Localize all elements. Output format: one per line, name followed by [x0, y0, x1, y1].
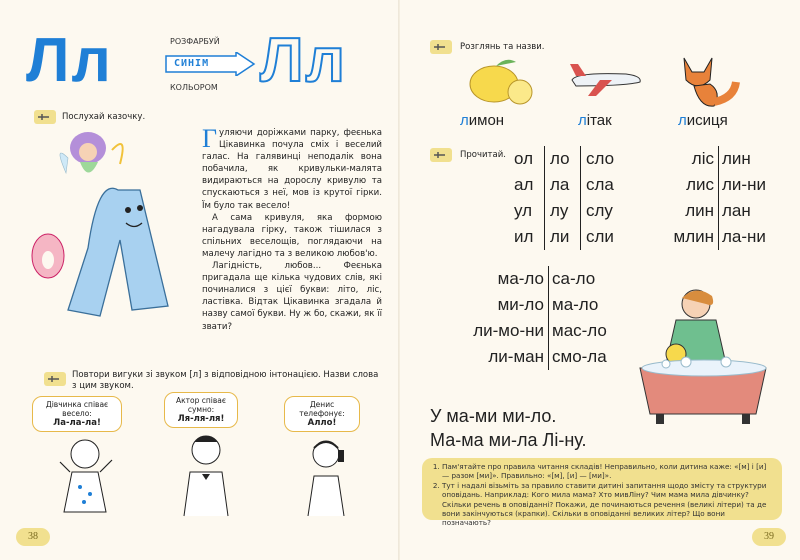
- speech-bubble-boy: [284, 396, 360, 432]
- syllable: ла-ни: [722, 227, 766, 246]
- syllable: ул: [514, 201, 533, 220]
- read-instruction: Прочитай.: [460, 150, 506, 160]
- color-word: СИНІМ: [174, 58, 210, 69]
- syllable-block-b: [656, 146, 786, 250]
- syllable: ил: [514, 227, 534, 246]
- syllable: сли: [586, 227, 614, 246]
- syllable: слу: [586, 201, 613, 220]
- syllable: ли: [550, 227, 570, 246]
- bubble-phrase: Алло!: [307, 418, 337, 428]
- syllable-column: [430, 266, 544, 370]
- syllable: лу: [550, 201, 569, 220]
- syllable: млин: [673, 227, 714, 246]
- column-divider: [580, 146, 581, 250]
- syllable: лис: [686, 175, 714, 194]
- bubble-caption: Денис телефонує:: [299, 400, 345, 418]
- color-instruction-bottom: КОЛЬОРОМ: [170, 83, 218, 92]
- story-paragraph-2: А сама кривуля, яка формою нагадувала гірку, також тішилася з спільних веселощів, поглядаючи на малечу лагідно та з великою любов'ю.: [202, 212, 382, 259]
- column-divider: [544, 146, 545, 250]
- syllable: ли-ни: [722, 175, 766, 194]
- look-instruction: Розглянь та назви.: [460, 42, 545, 52]
- sentence-1: У ма-ми ми-ло.: [430, 406, 557, 426]
- syllable-column: [552, 266, 607, 370]
- outline-letter-l[interactable]: Лл: [260, 26, 347, 95]
- syllable: ли-ман: [488, 347, 544, 366]
- story-paragraph-3: Лагідність, любов... Феєнька пригадала ще кілька чудових слів, які починалися з цієї букви: літо, ліс, ластівка. Відтак Цікавинка згадала й назву самої букви. Ну ж бо, скажи, як її звати?: [202, 261, 382, 332]
- big-letter-l: Лл: [26, 26, 113, 95]
- syllable: ло: [550, 149, 570, 168]
- syllable: ла: [550, 175, 570, 194]
- pointing-hand-icon: [34, 110, 56, 124]
- page-number-left: 38: [16, 528, 50, 546]
- syllable-column: [550, 146, 570, 250]
- story-text: [202, 124, 382, 333]
- bubble-caption: Актор співає сумно:: [175, 396, 226, 414]
- column-divider: [548, 266, 549, 370]
- syllable: мас-ло: [552, 321, 607, 340]
- syllable: ол: [514, 149, 534, 168]
- lemon-illustration: [466, 54, 536, 110]
- fairy-letter-illustration: [28, 128, 198, 338]
- listen-instruction: Послухай казочку.: [62, 112, 146, 122]
- pointing-hand-icon: [44, 372, 66, 386]
- phone-boy-illustration: [296, 432, 356, 516]
- syllable-column: [514, 146, 533, 250]
- syllable: лин: [685, 201, 714, 220]
- syllable: ма-ло: [497, 269, 544, 288]
- speech-bubble-girl: [32, 396, 122, 432]
- syllable-column: [656, 146, 714, 250]
- syllable-column: [586, 146, 614, 250]
- syllable: смо-ла: [552, 347, 607, 366]
- syllable: ліс: [691, 149, 714, 168]
- word-lemon: лимон: [460, 112, 505, 129]
- bubble-phrase: Ла-ла-ла!: [53, 418, 101, 428]
- singing-girl-illustration: [40, 432, 130, 516]
- column-divider: [718, 146, 719, 250]
- actor-illustration: [168, 428, 244, 518]
- note-item: 1. Пам'ятайте про правила читання складів! Неправильно, коли дитина каже: «[м] і [и] — разом [ми]». Правильно: «[м], [и] — [ми]».: [442, 462, 774, 481]
- pointing-hand-icon: [430, 40, 452, 54]
- word-plane: літак: [578, 112, 612, 129]
- syllable: ли-мо-ни: [473, 321, 544, 340]
- syllable: лин: [722, 149, 751, 168]
- syllable: сла: [586, 175, 614, 194]
- bubble-caption: Дівчинка співає весело:: [45, 400, 109, 418]
- syllable: ал: [514, 175, 534, 194]
- sentence-2: Ма-ма ми-ла Лі-ну.: [430, 430, 587, 450]
- pointing-hand-icon: [430, 148, 452, 162]
- syllable: ма-ло: [552, 295, 599, 314]
- word-fox: лисиця: [678, 112, 728, 129]
- syllable: лан: [722, 201, 751, 220]
- speech-bubble-actor: [164, 392, 238, 428]
- story-dropcap: Г: [202, 124, 218, 153]
- syllable: ми-ло: [497, 295, 544, 314]
- note-item: 2. Тут і надалі візьміть за правило ставити дитині запитання щодо змісту та структури оповідань. Наприклад: Кого мила мама? Хто мивЛіну? Чим мама мила дівчинку? Скільки речень в оповіданні? Покажи, де починаються речення (великі літери) та де вони закінчуються (крапки). Скільки в оповіданні великих літер? Що вони позначають?: [442, 481, 774, 528]
- color-instruction-top: РОЗФАРБУЙ: [170, 37, 220, 46]
- bubble-phrase: Ля-ля-ля!: [177, 414, 225, 424]
- story-paragraph-1: уляючи доріжками парку, феєнька Цікавинка почула сміх і веселий галас. На галявинці неподалік вона побачила, як кривульки-малята видираються на дорослу кривулю та спускаються з неї, мов із крутої гірки. Їм було так весело!: [202, 128, 382, 211]
- page-number-right: 39: [752, 528, 786, 546]
- syllable-column: [722, 146, 766, 250]
- syllable: сло: [586, 149, 615, 168]
- airplane-illustration: [566, 60, 646, 100]
- syllable: са-ло: [552, 269, 596, 288]
- parent-notes: [422, 458, 782, 528]
- mother-bathing-girl-illustration: [626, 284, 776, 434]
- syllable-block-a: [514, 146, 664, 250]
- fox-illustration: [670, 52, 740, 110]
- syllable-block-c: [430, 266, 630, 370]
- repeat-instruction: Повтори вигуки зі звуком [л] з відповідною інтонацією. Назви слова з цим звуком.: [72, 370, 379, 391]
